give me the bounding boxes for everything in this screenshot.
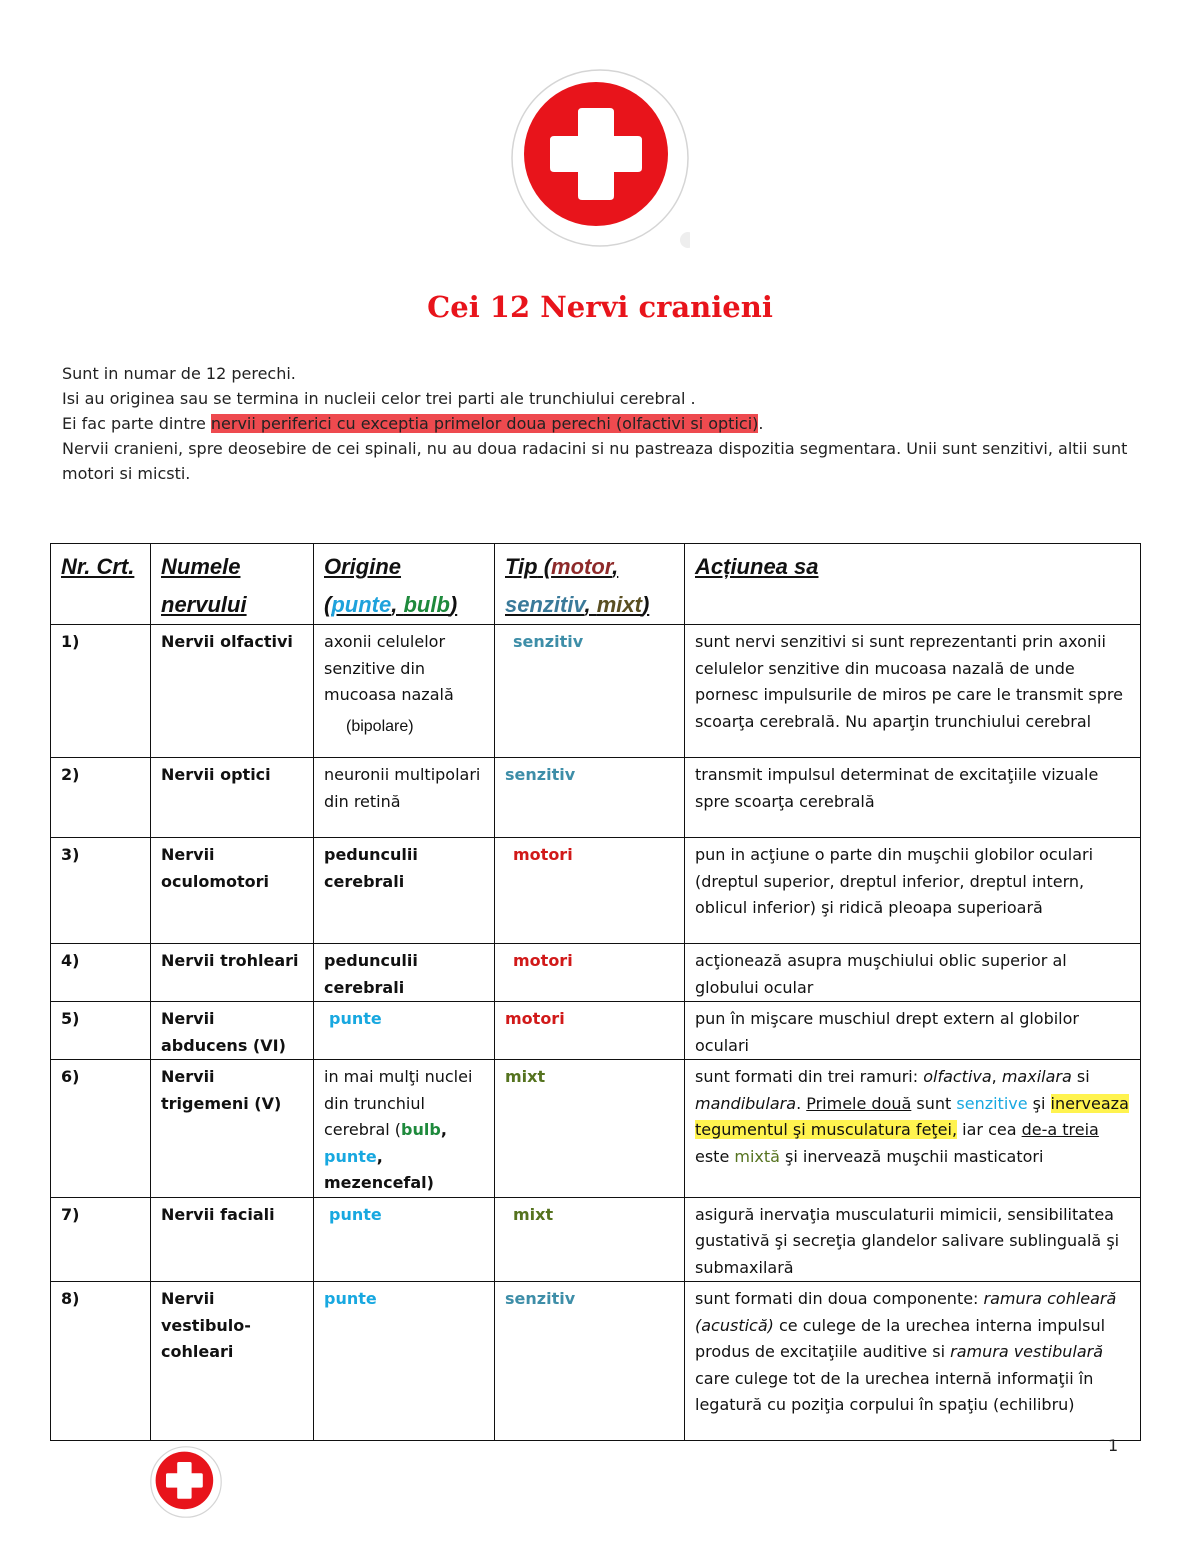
header-name: Numele nervului (151, 544, 314, 625)
nerve-type (495, 758, 685, 838)
header-origin-open: ( (324, 592, 332, 617)
header-type-comma: , (584, 592, 597, 617)
origin-text: in mai mulţi nuclei din trunchiul cerebral ( (324, 1067, 473, 1139)
origin-sep: , (376, 1146, 383, 1166)
nerve-action: acţionează asupra muşchiului oblic superior al globului ocular (685, 944, 1141, 1002)
nerve-action: transmit impulsul determinat de excitaţiile vizuale spre scoarţa cerebrală (685, 758, 1141, 838)
action-maxilara: maxilara (1001, 1067, 1072, 1086)
table-row (51, 838, 1141, 944)
red-cross-logo-icon (150, 1446, 222, 1518)
origin-mezencefal: mezencefal) (324, 1173, 434, 1192)
nerve-name: Nervii olfactivi (151, 625, 314, 758)
header-type-open: ( (537, 554, 552, 579)
nerve-origin: pedunculii cerebrali (314, 838, 495, 944)
header-type-mixt: mixt (596, 592, 642, 617)
header-origin-close: ) (449, 592, 458, 617)
page-title: Cei 12 Nervi cranieni (427, 290, 773, 324)
nerve-origin: neuronii multipolari din retină (314, 758, 495, 838)
action-text: care culege tot de la urechea internă informaţii în legatură cu poziţia corpului în spaţiu (echilibru) (695, 1368, 1094, 1414)
action-text: , (991, 1067, 1002, 1086)
nerve-type (495, 944, 685, 1002)
nerve-name: Nervii trohleari (151, 944, 314, 1002)
origin-punte: punte (329, 1204, 382, 1224)
nerve-action (685, 1060, 1141, 1198)
row-number: 5) (51, 1002, 151, 1060)
origin-punte: punte (324, 1146, 377, 1166)
header-origin-punte: punte (331, 592, 392, 617)
row-number: 1) (51, 625, 151, 758)
header-nr: Nr. Crt. (51, 544, 151, 625)
origin-note: (bipolare) (346, 717, 414, 735)
action-mixta: mixtă (734, 1146, 780, 1166)
header-type-senzitiv: senzitiv (505, 592, 585, 617)
red-cross-logo-icon (510, 68, 690, 248)
origin-sep: , (440, 1120, 447, 1139)
page-number: 1 (1108, 1436, 1119, 1455)
intro-line: Sunt in numar de 12 perechi. (62, 364, 296, 383)
nerve-action: pun in acţiune o parte din muşchii globilor oculari (dreptul superior, dreptul inferior, dreptul intern, oblicul inferior) şi ridică pleoapa superioară (685, 838, 1141, 944)
nerve-origin (314, 1282, 495, 1441)
action-text: sunt (911, 1093, 957, 1113)
highlighted-text: nervii periferici cu exceptia primelor doua perechi (olfactivi si optici) (210, 414, 759, 433)
origin-bulb: bulb (401, 1120, 441, 1139)
action-text: iar cea (957, 1120, 1022, 1139)
action-text: sunt formati din trei ramuri: (695, 1067, 924, 1086)
row-number: 4) (51, 944, 151, 1002)
table-row (51, 1282, 1141, 1441)
nerve-type (495, 1282, 685, 1441)
action-mandibulara: mandibulara (695, 1093, 797, 1113)
type-motori: motori (513, 951, 573, 970)
action-text: sunt formati din doua componente: (695, 1289, 984, 1308)
table-row (51, 758, 1141, 838)
nerve-action: asigură inervaţia musculaturii mimicii, sensibilitatea gustativă şi secreţia glandelor salivare sublinguală şi submaxilară (685, 1197, 1141, 1282)
intro-line (62, 411, 1142, 436)
nerve-type (495, 838, 685, 944)
action-text: şi (1027, 1093, 1051, 1113)
intro-text (62, 361, 1142, 486)
nerve-origin (314, 1060, 495, 1198)
nerve-name: Nervii faciali (151, 1197, 314, 1282)
table-row (51, 1002, 1141, 1060)
header-origin-bulb: bulb (403, 592, 450, 617)
header-type-label: Tip (505, 554, 538, 579)
intro-line: Nervii cranieni, spre deosebire de cei spinali, nu au doua radacini si nu pastreaza dispozitia segmentara. Unii sunt senzitivi, altii sunt motori si micsti. (62, 439, 1128, 483)
header-type-comma: , (612, 554, 619, 579)
table-row (51, 625, 1141, 758)
action-primele: Primele două (806, 1093, 912, 1113)
type-motori: motori (505, 1009, 565, 1028)
action-ramura-cohleara: ramura cohleară (acustică) (695, 1289, 1117, 1335)
nerve-name: Nervii oculomotori (151, 838, 314, 944)
header-type-motor: motor (551, 554, 613, 579)
nerve-action (685, 1282, 1141, 1441)
nerve-type (495, 625, 685, 758)
action-ramura-vestibulara: ramura vestibulară (950, 1342, 1103, 1361)
origin-punte: punte (324, 1289, 377, 1308)
header-action: Acțiunea sa (685, 544, 1141, 625)
highlighted-text: inerveaza tegumentul şi musculatura feţei, (695, 1093, 1129, 1139)
nerve-type (495, 1060, 685, 1198)
type-mixt: mixt (513, 1204, 554, 1224)
nerve-action: sunt nervi senzitivi si sunt reprezentanti prin axonii celulelor senzitive din mucoasa nazală de unde pornesc impulsurile de miros pe care le transmit spre scoarţa cerebrală. Nu aparţin trunchiului cerebral (685, 625, 1141, 758)
table-row (51, 1060, 1141, 1198)
nerve-name: Nervii trigemeni (V) (151, 1060, 314, 1198)
type-motori: motori (513, 845, 573, 864)
header-type (495, 544, 685, 625)
nerve-origin (314, 1002, 495, 1060)
type-mixt: mixt (505, 1067, 546, 1086)
action-de-a-treia: de-a treia (1021, 1120, 1099, 1139)
row-number: 2) (51, 758, 151, 838)
nerve-origin (314, 1197, 495, 1282)
origin-text: axonii celulelor senzitive din mucoasa nazală (324, 632, 454, 704)
intro-text-fragment: . (758, 414, 764, 433)
nerve-name: Nervii abducens (VI) (151, 1002, 314, 1060)
cranial-nerves-table (50, 543, 1141, 1441)
nerve-name: Nervii optici (151, 758, 314, 838)
row-number: 8) (51, 1282, 151, 1441)
type-senzitiv: senzitiv (505, 765, 576, 784)
action-senzitive: senzitive (956, 1093, 1028, 1113)
row-number: 7) (51, 1197, 151, 1282)
header-origin-label: Origine (324, 554, 402, 579)
nerve-type (495, 1197, 685, 1282)
action-olfactiva: olfactiva (923, 1067, 992, 1086)
action-text: şi inervează muşchii masticatori (779, 1146, 1044, 1166)
action-text: este (695, 1146, 735, 1166)
nerve-name: Nervii vestibulo-cohleari (151, 1282, 314, 1441)
nerve-origin (314, 625, 495, 758)
header-type-close: ) (641, 592, 650, 617)
action-text: . (796, 1093, 807, 1113)
intro-line: Isi au originea sau se termina in nucleii celor trei parti ale trunchiului cerebral . (62, 389, 696, 408)
table-row (51, 1197, 1141, 1282)
nerve-type (495, 1002, 685, 1060)
header-origin-comma: , (391, 592, 404, 617)
intro-text-fragment: Ei fac parte dintre (62, 414, 211, 433)
origin-punte: punte (329, 1009, 382, 1028)
nerve-origin: pedunculii cerebrali (314, 944, 495, 1002)
header-origin (314, 544, 495, 625)
row-number: 3) (51, 838, 151, 944)
table-header-row (51, 544, 1141, 625)
type-senzitiv: senzitiv (513, 632, 584, 651)
table-row (51, 944, 1141, 1002)
type-senzitiv: senzitiv (505, 1289, 576, 1308)
row-number: 6) (51, 1060, 151, 1198)
action-text: si (1071, 1067, 1090, 1086)
action-text: ce culege de la urechea interna impulsul produs de excitaţiile auditive si (695, 1315, 1106, 1361)
nerve-action: pun în mişcare muschiul drept extern al globilor oculari (685, 1002, 1141, 1060)
